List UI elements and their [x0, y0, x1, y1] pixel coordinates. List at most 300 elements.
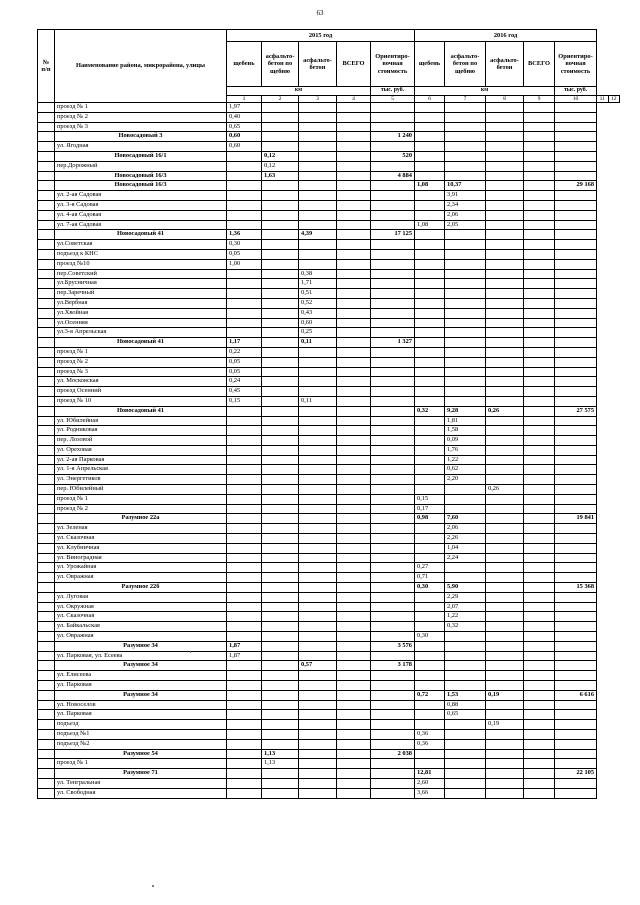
- cell-number: [38, 602, 55, 612]
- cell-asphalt-2016: [486, 436, 524, 446]
- cell-gravel-2016: [415, 122, 445, 132]
- cell-gravel-2015: [227, 289, 262, 299]
- cell-asphalt-on-gravel-2016: 2,24: [445, 553, 486, 563]
- column-number: 5: [371, 96, 415, 103]
- cell-asphalt-on-gravel-2015: [262, 651, 299, 661]
- street-row: [38, 681, 620, 691]
- cell-gravel-2015: [227, 788, 262, 798]
- cell-total-2016: [524, 181, 555, 191]
- cell-asphalt-on-gravel-2015: [262, 612, 299, 622]
- cell-total-2016: [524, 661, 555, 671]
- cell-total-2016: [524, 602, 555, 612]
- cell-asphalt-2015: [299, 543, 337, 553]
- cell-total-2016: [524, 494, 555, 504]
- cell-gravel-2016: [415, 103, 445, 113]
- column-number: 10: [555, 96, 597, 103]
- cell-asphalt-2016: [486, 739, 524, 749]
- cell-asphalt-2016: [486, 240, 524, 250]
- cell-street-name: ул. Сказочная: [55, 612, 227, 622]
- street-row: [38, 739, 620, 749]
- cell-asphalt-2015: [299, 769, 337, 779]
- cell-asphalt-2016: 0,26: [486, 485, 524, 495]
- cell-asphalt-2016: [486, 171, 524, 181]
- cell-number: [38, 279, 55, 289]
- cell-number: [38, 769, 55, 779]
- cell-gravel-2016: [415, 700, 445, 710]
- cell-street-name: ул. Овражная: [55, 573, 227, 583]
- cell-asphalt-2016: [486, 249, 524, 259]
- street-row: [38, 720, 620, 730]
- cell-asphalt-2016: [486, 563, 524, 573]
- cell-gravel-2016: 0,36: [415, 739, 445, 749]
- cell-total-2016: [524, 191, 555, 201]
- cell-gravel-2016: [415, 475, 445, 485]
- cell-total-2016: [524, 230, 555, 240]
- cell-gravel-2015: [227, 592, 262, 602]
- cell-asphalt-on-gravel-2016: [445, 661, 486, 671]
- cell-street-name: проезд № 2: [55, 112, 227, 122]
- cell-total-2016: [524, 778, 555, 788]
- cell-total-2016: [524, 730, 555, 740]
- cell-number: [38, 622, 55, 632]
- cell-gravel-2015: 0,05: [227, 249, 262, 259]
- cell-asphalt-on-gravel-2016: [445, 249, 486, 259]
- cell-gravel-2015: [227, 514, 262, 524]
- cell-total-2016: [524, 710, 555, 720]
- cell-asphalt-on-gravel-2015: [262, 357, 299, 367]
- street-row: [38, 220, 620, 230]
- cell-cost-2015: [371, 249, 415, 259]
- cell-total-2015: [337, 534, 371, 544]
- header-cost-2015: Ориентиро-вочная стоимость: [371, 42, 415, 87]
- cell-cost-2016: 19 841: [555, 514, 597, 524]
- cell-cost-2015: [371, 730, 415, 740]
- cell-street-name: Новосадовый 41: [55, 338, 227, 348]
- cell-cost-2016: [555, 504, 597, 514]
- cell-cost-2015: [371, 279, 415, 289]
- cell-asphalt-on-gravel-2015: [262, 181, 299, 191]
- cell-cost-2016: [555, 426, 597, 436]
- cell-cost-2016: [555, 328, 597, 338]
- cell-number: [38, 357, 55, 367]
- cell-total-2016: [524, 739, 555, 749]
- cell-cost-2015: [371, 475, 415, 485]
- cell-gravel-2016: [415, 445, 445, 455]
- cell-cost-2016: [555, 377, 597, 387]
- cell-total-2016: [524, 249, 555, 259]
- cell-street-name: ул. Окружная: [55, 602, 227, 612]
- street-row: [38, 485, 620, 495]
- cell-asphalt-on-gravel-2015: [262, 142, 299, 152]
- cell-gravel-2015: 0,05: [227, 357, 262, 367]
- street-row: [38, 622, 620, 632]
- street-row: [38, 465, 620, 475]
- cell-asphalt-2015: [299, 514, 337, 524]
- cell-street-name: ул. Ягодная: [55, 142, 227, 152]
- cell-asphalt-2016: [486, 504, 524, 514]
- cell-cost-2016: [555, 543, 597, 553]
- cell-number: [38, 387, 55, 397]
- street-row: [38, 396, 620, 406]
- cell-asphalt-on-gravel-2015: [262, 641, 299, 651]
- cell-street-name: ул. Московская: [55, 377, 227, 387]
- header-asphalt-2015: асфальто-бетон: [299, 42, 337, 87]
- cell-asphalt-on-gravel-2016: [445, 142, 486, 152]
- cell-asphalt-2015: [299, 788, 337, 798]
- cell-asphalt-2016: [486, 396, 524, 406]
- cell-total-2015: [337, 778, 371, 788]
- cell-number: [38, 230, 55, 240]
- cell-asphalt-2015: 0,60: [299, 318, 337, 328]
- cell-cost-2016: [555, 494, 597, 504]
- cell-total-2015: [337, 318, 371, 328]
- cell-asphalt-on-gravel-2015: [262, 191, 299, 201]
- cell-total-2016: [524, 485, 555, 495]
- street-row: [38, 210, 620, 220]
- cell-cost-2016: [555, 387, 597, 397]
- cell-gravel-2015: [227, 700, 262, 710]
- cell-gravel-2016: 0,32: [415, 406, 445, 416]
- cell-street-name: Разумное 22а: [55, 514, 227, 524]
- cell-total-2016: [524, 622, 555, 632]
- cell-cost-2015: [371, 210, 415, 220]
- cell-total-2015: [337, 661, 371, 671]
- cell-total-2015: [337, 308, 371, 318]
- cell-cost-2015: [371, 298, 415, 308]
- cell-total-2015: [337, 367, 371, 377]
- cell-gravel-2016: [415, 142, 445, 152]
- cell-asphalt-2016: [486, 445, 524, 455]
- cell-cost-2015: 3 576: [371, 641, 415, 651]
- cell-total-2016: [524, 142, 555, 152]
- cell-total-2015: [337, 788, 371, 798]
- cell-asphalt-on-gravel-2015: [262, 308, 299, 318]
- cell-asphalt-2015: [299, 553, 337, 563]
- cell-street-name: Новосадовый 16/1: [55, 151, 227, 161]
- cell-number: [38, 465, 55, 475]
- cell-asphalt-2016: [486, 759, 524, 769]
- cell-gravel-2016: [415, 592, 445, 602]
- cell-cost-2016: [555, 259, 597, 269]
- cell-gravel-2016: 0,17: [415, 504, 445, 514]
- cell-total-2016: [524, 700, 555, 710]
- cell-asphalt-on-gravel-2016: [445, 641, 486, 651]
- cell-asphalt-on-gravel-2015: 1,13: [262, 749, 299, 759]
- cell-total-2015: [337, 279, 371, 289]
- cell-asphalt-2015: [299, 749, 337, 759]
- cell-gravel-2015: [227, 298, 262, 308]
- cell-number: [38, 200, 55, 210]
- cell-asphalt-on-gravel-2016: [445, 328, 486, 338]
- cell-gravel-2016: [415, 200, 445, 210]
- cell-asphalt-on-gravel-2016: [445, 308, 486, 318]
- cell-asphalt-2016: [486, 338, 524, 348]
- cell-asphalt-2016: [486, 583, 524, 593]
- cell-cost-2016: [555, 200, 597, 210]
- cell-total-2015: [337, 651, 371, 661]
- cell-cost-2015: [371, 690, 415, 700]
- cell-cost-2015: [371, 739, 415, 749]
- district-row: [38, 132, 620, 142]
- cell-cost-2015: [371, 563, 415, 573]
- cell-asphalt-2015: [299, 151, 337, 161]
- cell-asphalt-2015: [299, 112, 337, 122]
- cell-asphalt-2015: [299, 142, 337, 152]
- cell-cost-2016: [555, 455, 597, 465]
- cell-total-2016: [524, 132, 555, 142]
- cell-total-2016: [524, 720, 555, 730]
- cell-asphalt-on-gravel-2016: [445, 749, 486, 759]
- cell-number: [38, 445, 55, 455]
- street-row: [38, 778, 620, 788]
- cell-total-2015: [337, 475, 371, 485]
- cell-asphalt-on-gravel-2016: [445, 759, 486, 769]
- cell-asphalt-2016: 0,26: [486, 406, 524, 416]
- header-year-2016: 2016 год: [415, 30, 597, 42]
- cell-total-2016: [524, 671, 555, 681]
- cell-cost-2016: [555, 308, 597, 318]
- cell-gravel-2015: [227, 671, 262, 681]
- cell-street-name: ул. Клубничная: [55, 543, 227, 553]
- cell-cost-2015: [371, 504, 415, 514]
- street-row: [38, 269, 620, 279]
- cell-cost-2016: [555, 720, 597, 730]
- cell-total-2016: [524, 592, 555, 602]
- cell-number: [38, 142, 55, 152]
- cell-asphalt-2015: [299, 220, 337, 230]
- cell-cost-2016: [555, 210, 597, 220]
- header-year-2015: 2015 год: [227, 30, 415, 42]
- cell-gravel-2015: [227, 632, 262, 642]
- cell-asphalt-on-gravel-2016: [445, 357, 486, 367]
- cell-gravel-2016: 0,98: [415, 514, 445, 524]
- cell-cost-2015: [371, 318, 415, 328]
- district-row: [38, 641, 620, 651]
- cell-asphalt-2016: [486, 132, 524, 142]
- cell-number: [38, 671, 55, 681]
- cell-asphalt-on-gravel-2015: [262, 103, 299, 113]
- street-row: [38, 543, 620, 553]
- cell-total-2015: [337, 583, 371, 593]
- cell-cost-2016: [555, 249, 597, 259]
- cell-asphalt-on-gravel-2016: [445, 739, 486, 749]
- cell-cost-2016: [555, 132, 597, 142]
- cell-total-2015: [337, 543, 371, 553]
- cell-total-2015: [337, 259, 371, 269]
- cell-cost-2016: [555, 220, 597, 230]
- street-row: [38, 455, 620, 465]
- cell-asphalt-on-gravel-2016: [445, 112, 486, 122]
- cell-number: [38, 318, 55, 328]
- column-number: 9: [524, 96, 555, 103]
- cell-asphalt-2015: [299, 573, 337, 583]
- cell-total-2016: [524, 347, 555, 357]
- cell-total-2016: [524, 612, 555, 622]
- cell-asphalt-on-gravel-2015: [262, 514, 299, 524]
- cell-total-2015: [337, 769, 371, 779]
- cell-total-2015: [337, 632, 371, 642]
- cell-asphalt-on-gravel-2015: [262, 200, 299, 210]
- cell-gravel-2016: [415, 396, 445, 406]
- cell-cost-2016: [555, 112, 597, 122]
- cell-number: [38, 269, 55, 279]
- cell-total-2016: [524, 357, 555, 367]
- cell-total-2015: [337, 357, 371, 367]
- cell-asphalt-on-gravel-2015: [262, 671, 299, 681]
- street-row: [38, 475, 620, 485]
- cell-street-name: Разумное 54: [55, 749, 227, 759]
- cell-street-name: ул.Осенняя: [55, 318, 227, 328]
- cell-cost-2016: [555, 318, 597, 328]
- cell-asphalt-on-gravel-2015: [262, 249, 299, 259]
- cell-asphalt-on-gravel-2015: 1,63: [262, 171, 299, 181]
- street-row: [38, 504, 620, 514]
- cell-number: [38, 524, 55, 534]
- cell-number: [38, 259, 55, 269]
- street-row: [38, 249, 620, 259]
- cell-asphalt-2015: [299, 191, 337, 201]
- cell-asphalt-on-gravel-2016: [445, 377, 486, 387]
- cell-asphalt-on-gravel-2016: [445, 122, 486, 132]
- cell-asphalt-2015: [299, 592, 337, 602]
- cell-gravel-2015: 0,05: [227, 367, 262, 377]
- cell-gravel-2015: [227, 563, 262, 573]
- cell-street-name: проезд № 1: [55, 103, 227, 113]
- cell-asphalt-2016: [486, 347, 524, 357]
- cell-asphalt-on-gravel-2016: [445, 485, 486, 495]
- cell-total-2015: [337, 436, 371, 446]
- cell-asphalt-2016: [486, 543, 524, 553]
- cell-asphalt-on-gravel-2015: [262, 259, 299, 269]
- cell-street-name: проезд №10: [55, 259, 227, 269]
- cell-asphalt-2015: [299, 122, 337, 132]
- cell-cost-2015: [371, 632, 415, 642]
- cell-asphalt-2016: [486, 220, 524, 230]
- cell-asphalt-2016: [486, 671, 524, 681]
- cell-number: [38, 632, 55, 642]
- cell-asphalt-on-gravel-2015: [262, 230, 299, 240]
- cell-total-2016: [524, 641, 555, 651]
- cell-asphalt-on-gravel-2015: [262, 573, 299, 583]
- cell-asphalt-2015: [299, 710, 337, 720]
- cell-cost-2015: [371, 269, 415, 279]
- street-row: [38, 700, 620, 710]
- cell-street-name: ул. Елисеева: [55, 671, 227, 681]
- street-row: [38, 710, 620, 720]
- cell-asphalt-2015: [299, 563, 337, 573]
- cell-asphalt-on-gravel-2016: 0,88: [445, 700, 486, 710]
- cell-street-name: проезд № 3: [55, 367, 227, 377]
- cell-total-2015: [337, 455, 371, 465]
- cell-asphalt-2016: [486, 328, 524, 338]
- street-row: [38, 279, 620, 289]
- cell-cost-2015: [371, 612, 415, 622]
- cell-asphalt-on-gravel-2015: [262, 710, 299, 720]
- cell-asphalt-on-gravel-2016: [445, 788, 486, 798]
- district-row: [38, 338, 620, 348]
- cell-gravel-2016: 3,66: [415, 788, 445, 798]
- cell-gravel-2016: 2,60: [415, 778, 445, 788]
- cell-number: [38, 592, 55, 602]
- cell-gravel-2016: [415, 436, 445, 446]
- cell-number: [38, 661, 55, 671]
- cell-total-2016: [524, 259, 555, 269]
- cell-gravel-2016: [415, 298, 445, 308]
- cell-gravel-2016: 12,81: [415, 769, 445, 779]
- cell-cost-2016: [555, 622, 597, 632]
- cell-street-name: ул.Хвойная: [55, 308, 227, 318]
- cell-cost-2015: [371, 426, 415, 436]
- cell-total-2015: [337, 289, 371, 299]
- cell-total-2015: [337, 612, 371, 622]
- street-row: [38, 553, 620, 563]
- cell-total-2015: [337, 671, 371, 681]
- cell-total-2016: [524, 377, 555, 387]
- cell-asphalt-on-gravel-2015: [262, 338, 299, 348]
- cell-cost-2015: [371, 651, 415, 661]
- cell-gravel-2016: [415, 230, 445, 240]
- cell-number: [38, 132, 55, 142]
- page-number: 63: [316, 9, 324, 17]
- cell-asphalt-on-gravel-2015: 0,12: [262, 161, 299, 171]
- cell-gravel-2015: 1,97: [227, 103, 262, 113]
- column-number: 8: [486, 96, 524, 103]
- cell-asphalt-on-gravel-2016: 7,60: [445, 514, 486, 524]
- cell-gravel-2016: [415, 112, 445, 122]
- cell-asphalt-2015: [299, 641, 337, 651]
- column-number: 2: [262, 96, 299, 103]
- cell-asphalt-on-gravel-2015: [262, 504, 299, 514]
- cell-street-name: проезд № 10: [55, 396, 227, 406]
- cell-gravel-2015: [227, 161, 262, 171]
- cell-asphalt-on-gravel-2015: [262, 387, 299, 397]
- cell-asphalt-2015: [299, 651, 337, 661]
- cell-asphalt-on-gravel-2015: [262, 112, 299, 122]
- cell-total-2015: [337, 103, 371, 113]
- cell-gravel-2016: [415, 151, 445, 161]
- cell-asphalt-2015: [299, 622, 337, 632]
- cell-asphalt-on-gravel-2015: 1,13: [262, 759, 299, 769]
- cell-street-name: Разумное 34: [55, 690, 227, 700]
- cell-number: [38, 436, 55, 446]
- cell-asphalt-2016: [486, 553, 524, 563]
- street-row: [38, 534, 620, 544]
- cell-asphalt-on-gravel-2016: 1,76: [445, 445, 486, 455]
- cell-asphalt-2015: [299, 406, 337, 416]
- cell-street-name: проезд № 2: [55, 504, 227, 514]
- cell-cost-2016: [555, 759, 597, 769]
- cell-gravel-2016: [415, 279, 445, 289]
- cell-asphalt-on-gravel-2016: 0,32: [445, 622, 486, 632]
- cell-asphalt-on-gravel-2016: [445, 778, 486, 788]
- cell-cost-2015: [371, 524, 415, 534]
- cell-asphalt-on-gravel-2015: 0,12: [262, 151, 299, 161]
- cell-asphalt-on-gravel-2016: [445, 387, 486, 397]
- cell-cost-2015: [371, 485, 415, 495]
- cell-asphalt-on-gravel-2016: [445, 632, 486, 642]
- cell-total-2015: [337, 161, 371, 171]
- cell-asphalt-on-gravel-2016: [445, 161, 486, 171]
- cell-asphalt-on-gravel-2015: [262, 132, 299, 142]
- cell-asphalt-on-gravel-2016: [445, 563, 486, 573]
- cell-cost-2015: [371, 700, 415, 710]
- street-row: [38, 632, 620, 642]
- cell-number: [38, 181, 55, 191]
- cell-street-name: пер.Советский: [55, 269, 227, 279]
- cell-gravel-2015: [227, 426, 262, 436]
- cell-street-name: ул.Советская: [55, 240, 227, 250]
- cell-asphalt-2015: [299, 240, 337, 250]
